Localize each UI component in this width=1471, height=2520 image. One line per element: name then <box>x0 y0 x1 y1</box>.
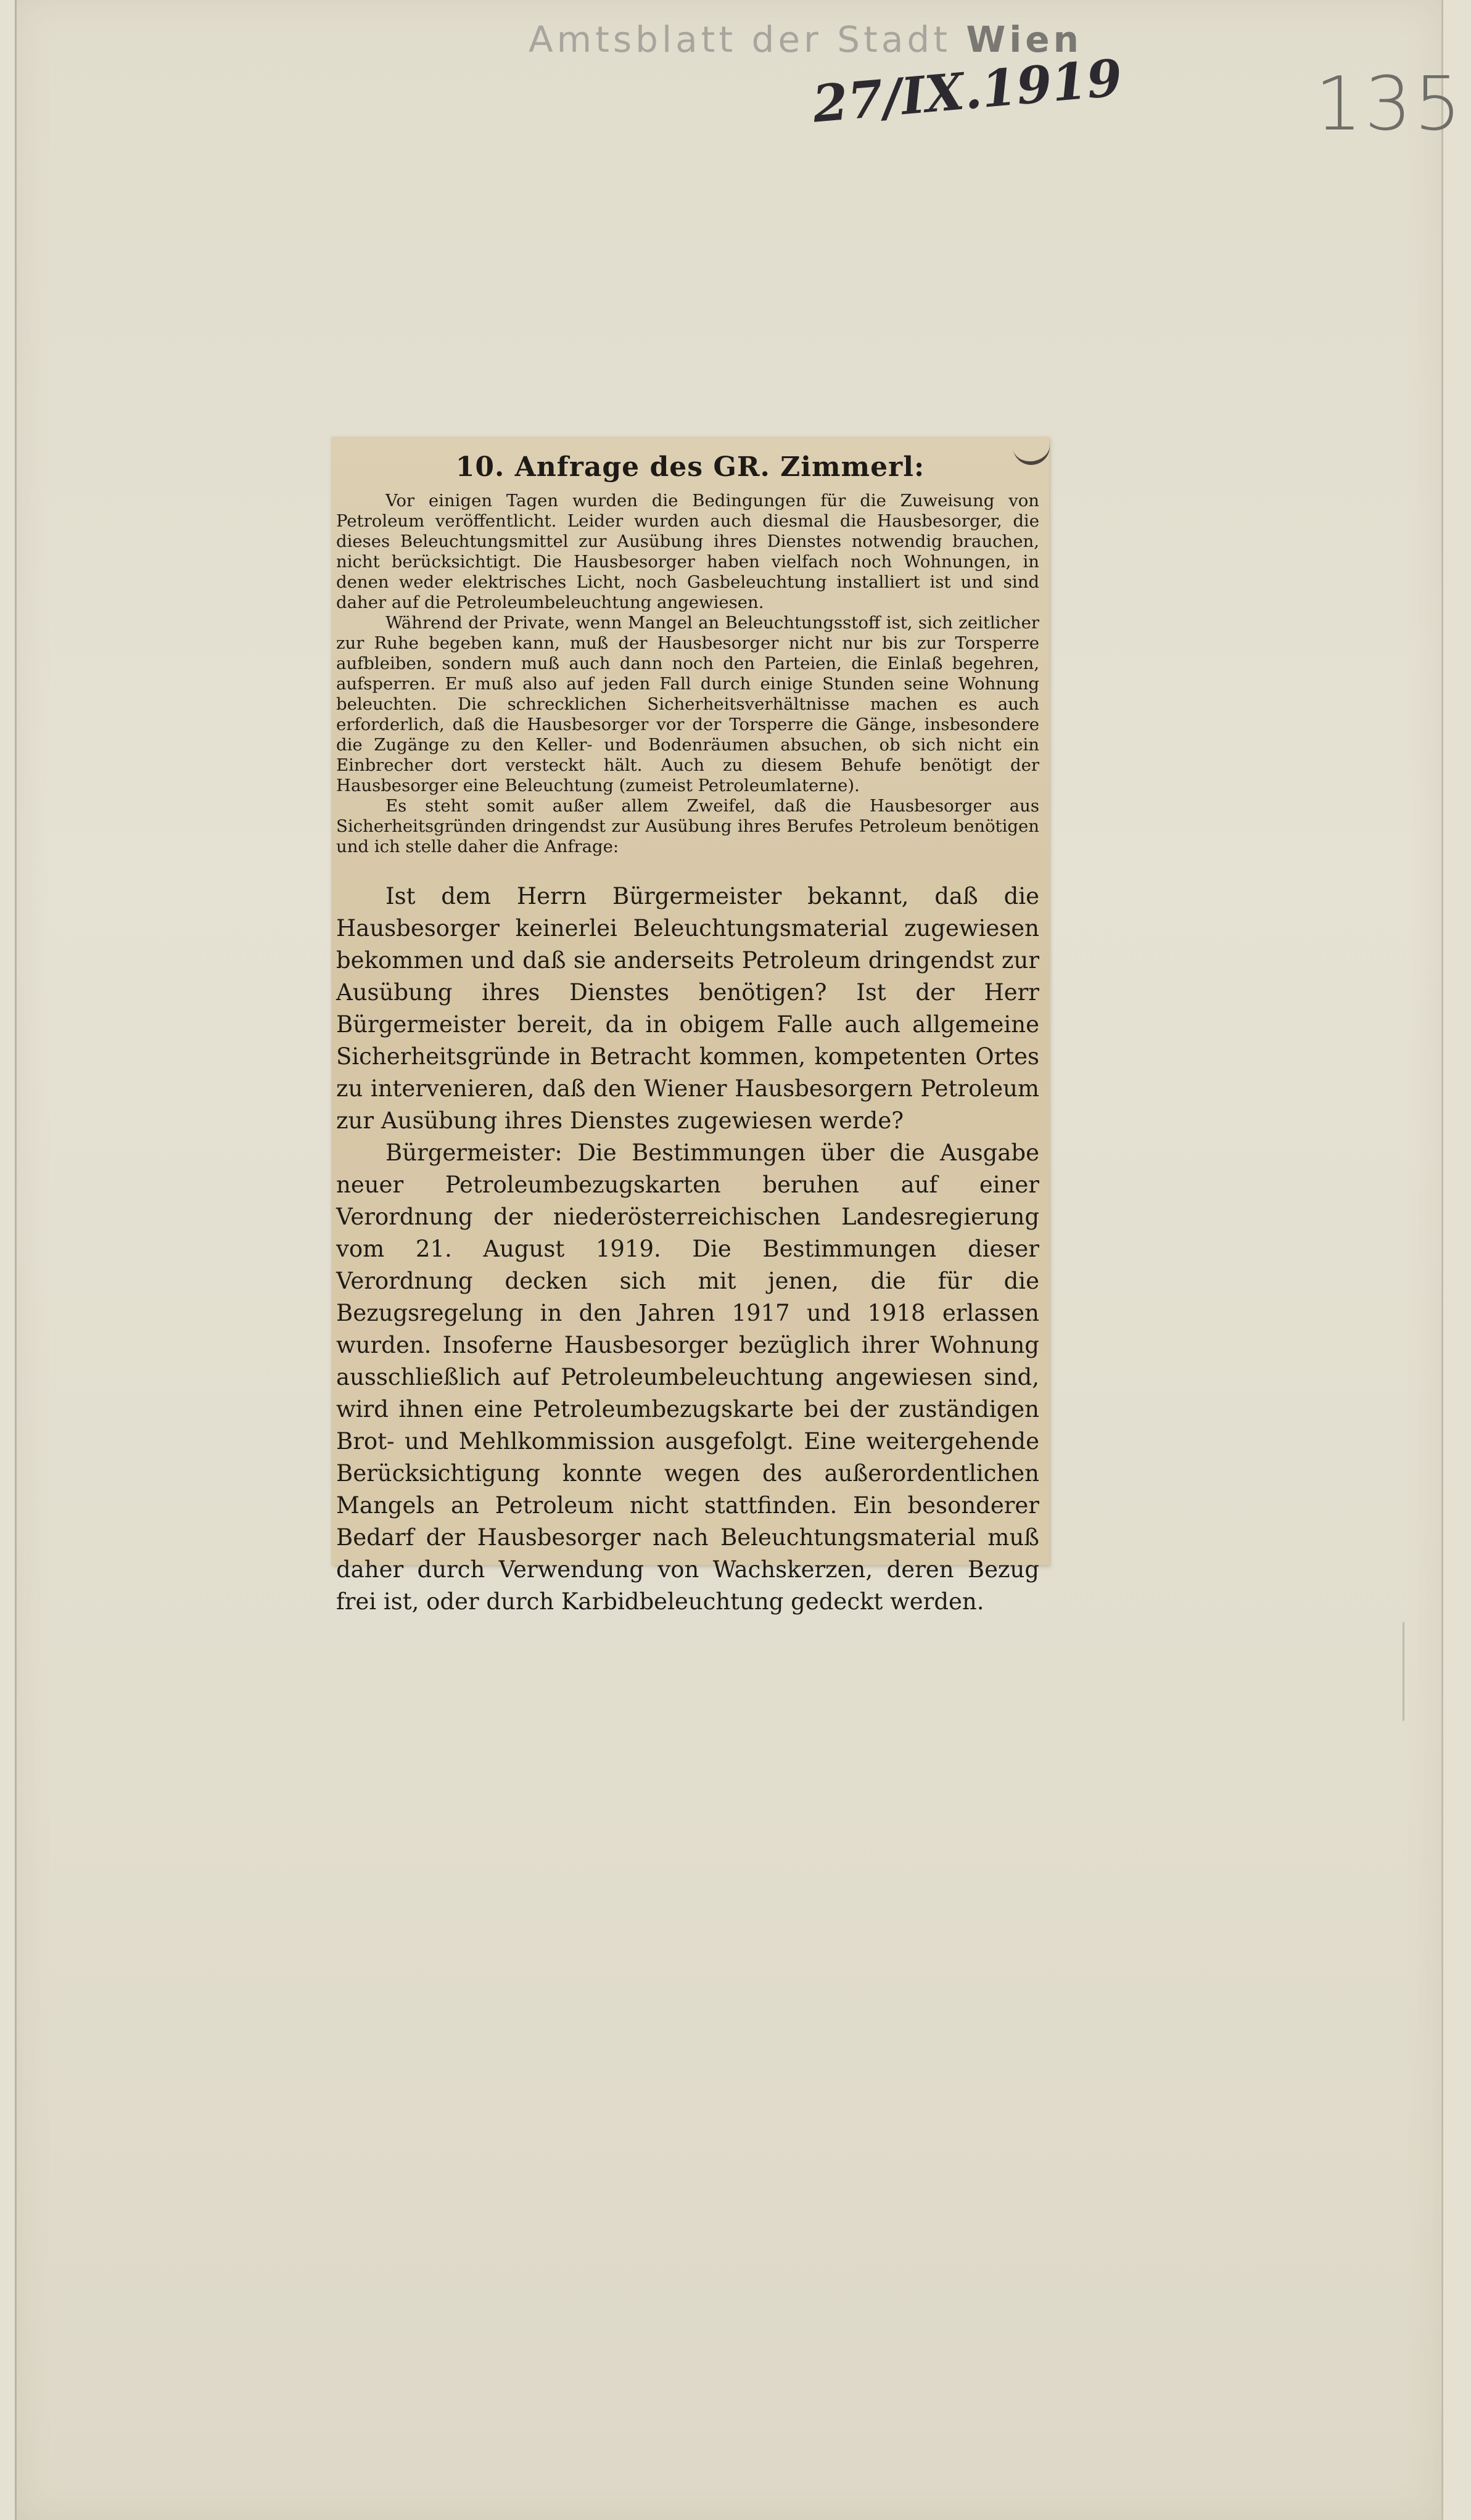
inquiry-text <box>336 491 1039 857</box>
publication-stamp <box>529 18 1082 60</box>
archive-sheet <box>15 0 1464 2520</box>
inquiry-paragraph-2: Während der Private, wenn Mangel an Beleuchtungsstoff ist, sich zeitlicher zur Ruhe begeben kann, muß der Hausbesorger nicht nur bis zur Torsperre aufbleiben, sondern muß auch dann noch den Parteien, die Einlaß begehren, aufsperren. Er muß also auf jeden Fall durch einige Stunden seine Wohnung beleuchten. Die schrecklichen Sicherheitsverhältnisse machen es auch erforderlich, daß die Hausbesorger vor der Torsperre die Gänge, insbesondere die Zugänge zu den Keller- und Bodenräumen absuchen, ob sich nicht ein Einbrecher dort versteckt hält. Auch zu diesem Behufe benötigt der Hausbesorger eine Beleuchtung (zumeist Petroleumlaterne). <box>336 613 1039 795</box>
stamp-prefix: Amtsblatt der Stadt <box>529 18 951 60</box>
mayor-answer-paragraph: Bürgermeister: Die Bestimmungen über die Ausgabe neuer Petroleumbezugskarten beruhen auf einer Verordnung der niederösterreichischen Landesregierung vom 21. August 1919. Die Bestimmungen dieser Verordnung decken sich mit jenen, die für die Bezugsregelung in den Jahren 1917 und 1918 erlassen wurden. Insoferne Hausbesorger bezüglich ihrer Wohnung ausschließlich auf Petroleumbeleuchtung angewiesen sind, wird ihnen eine Petroleumbezugskarte bei der zuständigen Brot- und Mehlkommission ausgefolgt. Eine weitergehende Berücksichtigung konnte wegen des außerordentlichen Mangels an Petroleum nicht stattfinden. Ein besonderer Bedarf der Hausbesorger nach Beleuchtungsmaterial muß daher durch Verwendung von Wachskerzen, deren Bezug frei ist, oder durch Karbidbeleuchtung gedeckt werden. <box>336 1139 1039 1615</box>
handwritten-date: 27/IX.1919 <box>810 48 1125 134</box>
stamp-city: Wien <box>966 18 1082 60</box>
newspaper-clipping <box>331 437 1049 1615</box>
inquiry-paragraph-1: Vor einigen Tagen wurden die Bedingungen für die Zuweisung von Petroleum veröffentlicht. Leider wurden auch diesmal die Hausbesorger, die dieses Beleuchtungsmittel zur Ausübung ihres Dienstes notwendig brauchen, nicht berücksichtigt. Die Hausbesorger haben vielfach noch Wohnungen, in denen weder elektrisches Licht, noch Gasbeleuchtung installiert ist und sind daher auf die Petroleumbeleuchtung angewiesen. <box>336 491 1039 612</box>
clipping-heading: 10. Anfrage des GR. Zimmerl: <box>455 451 925 483</box>
question-and-answer-text <box>336 880 1039 1618</box>
paper-edge-damage <box>1403 1609 1441 1722</box>
question-paragraph: Ist dem Herrn Bürgermeister bekannt, daß die Hausbesorger keinerlei Beleuchtungsmaterial zugewiesen bekommen und daß sie anderseits Petroleum dringendst zur Ausübung ihres Dienstes benötigen? Ist der Herr Bürgermeister bereit, da in obigem Falle auch allgemeine Sicherheitsgründe in Betracht kommen, kompetenten Ortes zu intervenieren, daß den Wiener Hausbesorgern Petroleum zur Ausübung ihres Dienstes zugewiesen werde? <box>336 883 1039 1134</box>
folio-number: 135 <box>1315 62 1464 147</box>
inquiry-paragraph-3: Es steht somit außer allem Zweifel, daß die Hausbesorger aus Sicherheitsgründen dringendst zur Ausübung ihres Berufes Petroleum benötigen und ich stelle daher die Anfrage: <box>336 796 1039 856</box>
